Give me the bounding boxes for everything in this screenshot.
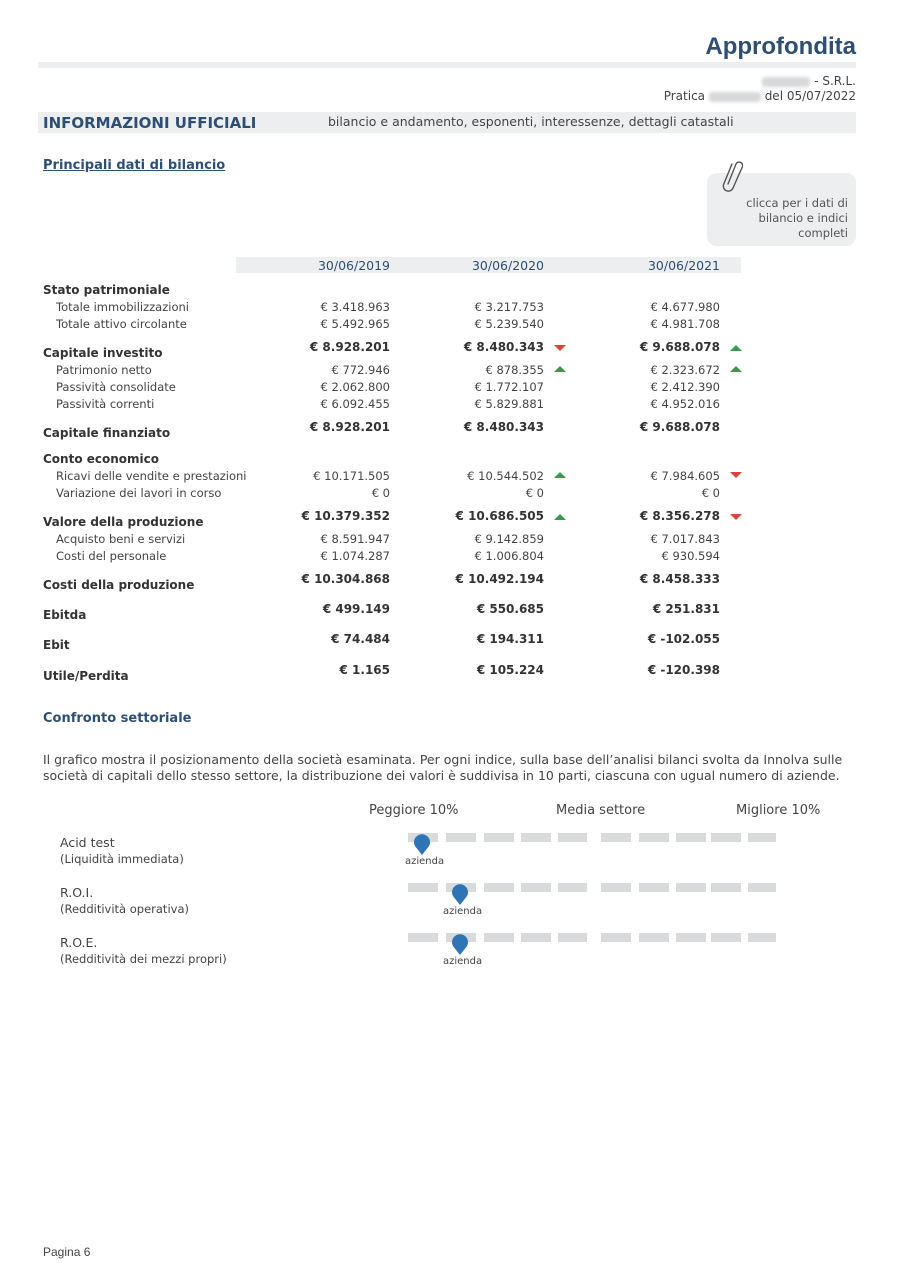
- decile-segment: [639, 883, 669, 892]
- row-value: € 8.928.201: [309, 340, 390, 354]
- scale-label-best: Migliore 10%: [736, 803, 821, 818]
- row-label: Variazione dei lavori in corso: [56, 486, 222, 500]
- row-value: € 1.165: [339, 663, 390, 677]
- scale-label-worst: Peggiore 10%: [369, 803, 459, 818]
- link-line-1[interactable]: clicca per i dati di: [746, 196, 848, 210]
- row-value: € 9.142.859: [474, 532, 544, 546]
- decile-segment: [558, 833, 587, 842]
- row-value: € 10.304.868: [301, 572, 390, 586]
- decile-segment: [521, 933, 551, 942]
- redacted-company-name: [762, 77, 810, 87]
- scale-label-average: Media settore: [556, 803, 646, 818]
- decile-segment: [484, 933, 514, 942]
- confronto-title: Confronto settoriale: [43, 711, 192, 726]
- row-label: Conto economico: [43, 452, 160, 466]
- row-value: € 10.544.502: [467, 469, 544, 483]
- row-value: € 251.831: [652, 602, 720, 616]
- indicator-name: R.O.E.: [60, 935, 98, 950]
- decile-segment: [748, 833, 776, 842]
- row-value: € 0: [525, 486, 544, 500]
- decile-segment: [639, 933, 669, 942]
- decile-segment: [711, 833, 741, 842]
- row-value: € -102.055: [647, 632, 720, 646]
- row-value: € 5.492.965: [320, 317, 390, 331]
- row-label: Costi del personale: [56, 549, 167, 563]
- company-position-marker-icon: [451, 934, 469, 956]
- full-balance-link-text[interactable]: [707, 196, 848, 241]
- section-subtitle: bilancio e andamento, esponenti, interessenze, dettagli catastali: [328, 114, 734, 129]
- decile-segment: [558, 883, 587, 892]
- company-position-marker-icon: [413, 834, 431, 856]
- row-value: € 550.685: [476, 602, 544, 616]
- row-label: Acquisto beni e servizi: [56, 532, 186, 546]
- row-value: € 10.686.505: [455, 509, 544, 523]
- row-value: € 2.062.800: [320, 380, 390, 394]
- company-info: [664, 74, 856, 104]
- company-name-line: [664, 74, 856, 89]
- trend-down-icon: [730, 472, 742, 478]
- header-divider: [38, 62, 856, 68]
- decile-segment: [639, 833, 669, 842]
- row-value: € 9.688.078: [639, 340, 720, 354]
- decile-segment: [711, 933, 741, 942]
- row-value: € 0: [701, 486, 720, 500]
- row-label: Totale attivo circolante: [56, 317, 187, 331]
- report-title: Approfondita: [705, 33, 856, 60]
- row-label: Passività correnti: [56, 397, 155, 411]
- row-label: Ebitda: [43, 608, 87, 622]
- row-value: € 4.952.016: [650, 397, 720, 411]
- row-value: € 4.677.980: [650, 300, 720, 314]
- row-value: € 74.484: [331, 632, 390, 646]
- row-value: € 7.017.843: [650, 532, 720, 546]
- indicator-description: (Redditività operativa): [60, 902, 189, 916]
- trend-down-icon: [730, 514, 742, 520]
- page-number: Pagina 6: [43, 1245, 91, 1259]
- row-value: € 3.418.963: [320, 300, 390, 314]
- company-marker-label: azienda: [443, 906, 483, 917]
- decile-segment: [484, 833, 514, 842]
- decile-segment: [521, 833, 551, 842]
- decile-segment: [484, 883, 514, 892]
- decile-segment: [408, 883, 438, 892]
- row-label: Patrimonio netto: [56, 363, 152, 377]
- row-value: € 8.356.278: [639, 509, 720, 523]
- row-value: € 2.323.672: [650, 363, 720, 377]
- row-value: € 8.928.201: [309, 420, 390, 434]
- row-value: € 8.480.343: [463, 340, 544, 354]
- row-value: € 772.946: [331, 363, 390, 377]
- row-value: € 930.594: [661, 549, 720, 563]
- decile-segment: [601, 833, 631, 842]
- row-value: € 6.092.455: [320, 397, 390, 411]
- row-value: € 5.829.881: [474, 397, 544, 411]
- row-value: € 10.492.194: [455, 572, 544, 586]
- row-label: Valore della produzione: [43, 515, 204, 529]
- row-label: Passività consolidate: [56, 380, 176, 394]
- trend-down-icon: [554, 345, 566, 351]
- decile-segment: [408, 933, 438, 942]
- company-position-marker-icon: [451, 884, 469, 906]
- redacted-pratica-id: [709, 92, 761, 102]
- row-value: € -120.398: [647, 663, 720, 677]
- row-label: Ricavi delle vendite e prestazioni: [56, 469, 247, 483]
- decile-segment: [676, 883, 706, 892]
- trend-up-icon: [554, 514, 566, 520]
- company-marker-label: azienda: [443, 956, 483, 967]
- row-value: € 2.412.390: [650, 380, 720, 394]
- row-label: Capitale investito: [43, 346, 163, 360]
- decile-segment: [558, 933, 587, 942]
- row-value: € 3.217.753: [474, 300, 544, 314]
- year-header-2019: 30/06/2019: [317, 258, 390, 273]
- bilancio-title: Principali dati di bilancio: [43, 158, 226, 173]
- paperclip-icon[interactable]: [721, 158, 743, 194]
- row-label: Stato patrimoniale: [43, 283, 170, 297]
- row-value: € 8.480.343: [463, 420, 544, 434]
- section-title: INFORMAZIONI UFFICIALI: [43, 114, 257, 132]
- row-value: € 8.591.947: [320, 532, 390, 546]
- row-label: Totale immobilizzazioni: [56, 300, 189, 314]
- year-header-2021: 30/06/2021: [647, 258, 720, 273]
- row-value: € 0: [371, 486, 390, 500]
- pratica-label: Pratica: [663, 89, 706, 103]
- row-label: Capitale finanziato: [43, 426, 171, 440]
- row-value: € 10.379.352: [301, 509, 390, 523]
- row-value: € 10.171.505: [313, 469, 390, 483]
- row-label: Ebit: [43, 638, 70, 652]
- company-marker-label: azienda: [405, 856, 445, 867]
- decile-segment: [748, 883, 776, 892]
- decile-segment: [748, 933, 776, 942]
- row-value: € 878.355: [485, 363, 544, 377]
- trend-up-icon: [554, 472, 566, 478]
- row-value: € 499.149: [322, 602, 390, 616]
- company-suffix: - S.R.L.: [814, 74, 856, 88]
- pratica-date: del 05/07/2022: [764, 89, 856, 103]
- row-value: € 9.688.078: [639, 420, 720, 434]
- pratica-line: [664, 89, 856, 104]
- indicator-description: (Liquidità immediata): [60, 852, 184, 866]
- decile-segment: [711, 883, 741, 892]
- row-label: Utile/Perdita: [43, 669, 129, 683]
- row-label: Costi della produzione: [43, 578, 195, 592]
- row-value: € 5.239.540: [474, 317, 544, 331]
- decile-segment: [521, 883, 551, 892]
- row-value: € 1.074.287: [320, 549, 390, 563]
- decile-segment: [676, 933, 706, 942]
- row-value: € 105.224: [476, 663, 544, 677]
- indicator-name: Acid test: [60, 835, 115, 850]
- row-value: € 8.458.333: [639, 572, 720, 586]
- link-line-2[interactable]: bilancio e indici completi: [758, 211, 848, 240]
- decile-segment: [601, 883, 631, 892]
- indicator-description: (Redditività dei mezzi propri): [60, 952, 227, 966]
- decile-segment: [676, 833, 706, 842]
- confronto-description: Il grafico mostra il posizionamento della società esaminata. Per ogni indice, sulla base dell’analisi bilanci svolta da Innolva sulle società di capitali dello stesso settore, la distribuzione dei valori è suddivisa in 10 parti, ciascuna con ugual numero di aziende.: [43, 752, 843, 783]
- decile-segment: [446, 833, 476, 842]
- row-value: € 7.984.605: [650, 469, 720, 483]
- decile-segment: [601, 933, 631, 942]
- row-value: € 1.006.804: [474, 549, 544, 563]
- row-value: € 194.311: [476, 632, 544, 646]
- trend-up-icon: [554, 366, 566, 372]
- row-value: € 4.981.708: [650, 317, 720, 331]
- indicator-name: R.O.I.: [60, 885, 94, 900]
- year-header-2020: 30/06/2020: [471, 258, 544, 273]
- row-value: € 1.772.107: [474, 380, 544, 394]
- trend-up-icon: [730, 345, 742, 351]
- trend-up-icon: [730, 366, 742, 372]
